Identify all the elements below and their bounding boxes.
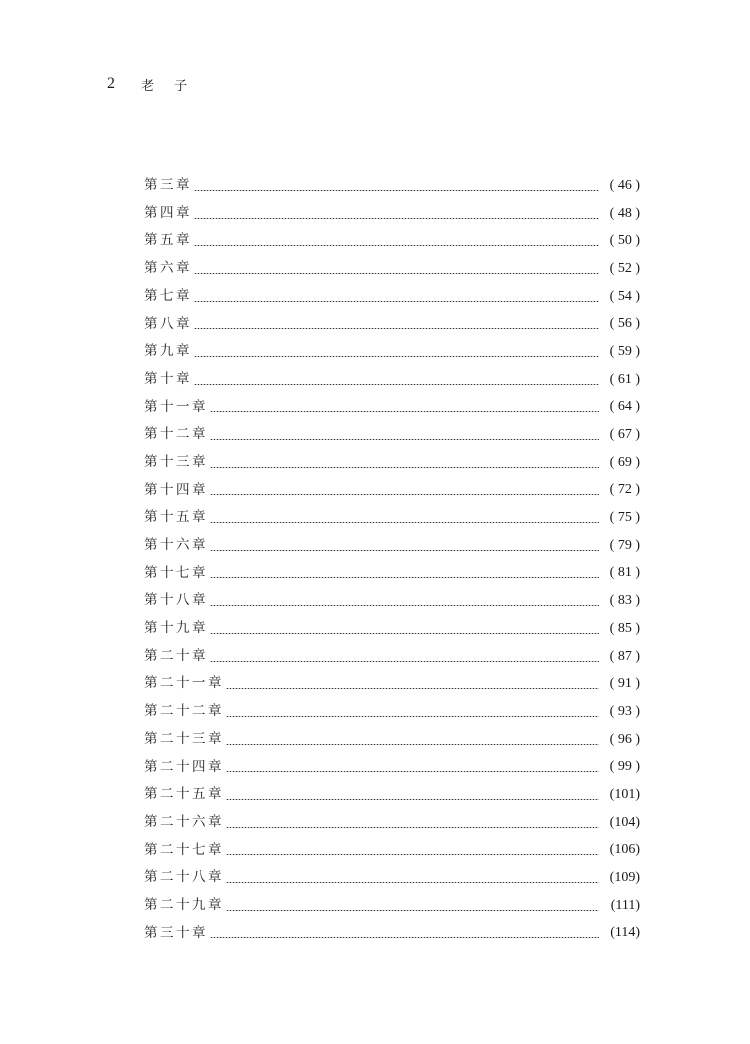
dot-leader [210,605,599,606]
chapter-title: 第十一章 [144,398,208,415]
dot-leader [226,716,599,717]
chapter-title: 第十五章 [144,509,208,526]
page-reference: ( 81 ) [609,565,640,581]
toc-entry[interactable] [144,449,640,477]
toc-entry[interactable] [144,864,640,892]
dot-leader [194,301,599,302]
dot-leader [226,882,599,883]
toc-entry[interactable] [144,892,640,920]
toc-entry[interactable] [144,837,640,865]
page-reference: ( 96 ) [609,731,640,747]
toc-entry[interactable] [144,504,640,532]
chapter-title: 第十四章 [144,481,208,498]
page-reference: ( 72 ) [609,482,640,498]
chapter-title: 第十七章 [144,564,208,581]
toc-entry[interactable] [144,338,640,366]
toc-entry[interactable] [144,726,640,754]
page-reference: ( 93 ) [609,703,640,719]
chapter-title: 第二十五章 [144,786,224,803]
page-reference: ( 64 ) [609,399,640,415]
chapter-title: 第十八章 [144,592,208,609]
table-of-contents [144,172,640,947]
page-reference: (111) [610,897,640,913]
page-reference: ( 69 ) [609,454,640,470]
page-reference: ( 75 ) [609,510,640,526]
page-reference: ( 61 ) [609,371,640,387]
dot-leader [226,854,599,855]
chapter-title: 第二十七章 [144,841,224,858]
page-reference: (104) [609,814,640,830]
chapter-title: 第二十三章 [144,730,224,747]
page-reference: (109) [609,870,640,886]
chapter-title: 第八章 [144,315,192,332]
running-head [107,74,195,94]
chapter-title: 第九章 [144,343,192,360]
toc-entry[interactable] [144,587,640,615]
page-reference: ( 99 ) [609,759,640,775]
page-reference: ( 56 ) [609,316,640,332]
toc-entry[interactable] [144,310,640,338]
page-reference: ( 83 ) [609,593,640,609]
dot-leader [210,550,599,551]
dot-leader [210,494,599,495]
page-reference: ( 52 ) [609,260,640,276]
page-reference: ( 48 ) [609,205,640,221]
page-reference: ( 67 ) [609,427,640,443]
chapter-title: 第二十八章 [144,869,224,886]
dot-leader [210,411,599,412]
dot-leader [194,218,599,219]
dot-leader [194,245,599,246]
toc-entry[interactable] [144,421,640,449]
chapter-title: 第二十章 [144,647,208,664]
dot-leader [210,661,599,662]
toc-entry[interactable] [144,920,640,948]
dot-leader [210,937,599,938]
page-number: 2 [107,75,115,92]
toc-entry[interactable] [144,809,640,837]
toc-entry[interactable] [144,643,640,671]
chapter-title: 第十六章 [144,537,208,554]
chapter-title: 第五章 [144,232,192,249]
chapter-title: 第十章 [144,370,192,387]
chapter-title: 第七章 [144,287,192,304]
page-reference: ( 87 ) [609,648,640,664]
chapter-title: 第二十六章 [144,813,224,830]
dot-leader [194,190,599,191]
dot-leader [194,328,599,329]
page-reference: ( 54 ) [609,288,640,304]
chapter-title: 第二十九章 [144,896,224,913]
chapter-title: 第十三章 [144,453,208,470]
book-title: 老 子 [141,78,196,94]
dot-leader [210,467,599,468]
dot-leader [194,356,599,357]
chapter-title: 第六章 [144,260,192,277]
chapter-title: 第三章 [144,177,192,194]
toc-entry[interactable] [144,172,640,200]
dot-leader [194,273,599,274]
page-reference: ( 79 ) [609,537,640,553]
page-reference: (101) [609,786,640,802]
toc-entry[interactable] [144,200,640,228]
toc-entry[interactable] [144,227,640,255]
dot-leader [210,577,599,578]
dot-leader [226,910,599,911]
dot-leader [210,522,599,523]
page-reference: ( 91 ) [609,676,640,692]
chapter-title: 第二十二章 [144,703,224,720]
toc-entry[interactable] [144,560,640,588]
toc-entry[interactable] [144,366,640,394]
dot-leader [210,439,599,440]
toc-entry[interactable] [144,394,640,422]
page-reference: (114) [610,925,640,941]
toc-entry[interactable] [144,753,640,781]
toc-entry[interactable] [144,615,640,643]
chapter-title: 第十二章 [144,426,208,443]
chapter-title: 第二十四章 [144,758,224,775]
dot-leader [226,771,599,772]
toc-entry[interactable] [144,283,640,311]
page-reference: ( 59 ) [609,343,640,359]
dot-leader [226,744,599,745]
page-reference: ( 46 ) [609,177,640,193]
toc-entry[interactable] [144,477,640,505]
toc-entry[interactable] [144,670,640,698]
toc-entry[interactable] [144,698,640,726]
chapter-title: 第二十一章 [144,675,224,692]
dot-leader [226,688,599,689]
chapter-title: 第三十章 [144,924,208,941]
page-reference: ( 50 ) [609,233,640,249]
page-reference: ( 85 ) [609,620,640,636]
dot-leader [194,384,599,385]
dot-leader [210,633,599,634]
toc-entry[interactable] [144,532,640,560]
dot-leader [226,799,599,800]
dot-leader [226,827,599,828]
chapter-title: 第四章 [144,204,192,221]
toc-entry[interactable] [144,781,640,809]
page-reference: (106) [609,842,640,858]
chapter-title: 第十九章 [144,620,208,637]
toc-entry[interactable] [144,255,640,283]
